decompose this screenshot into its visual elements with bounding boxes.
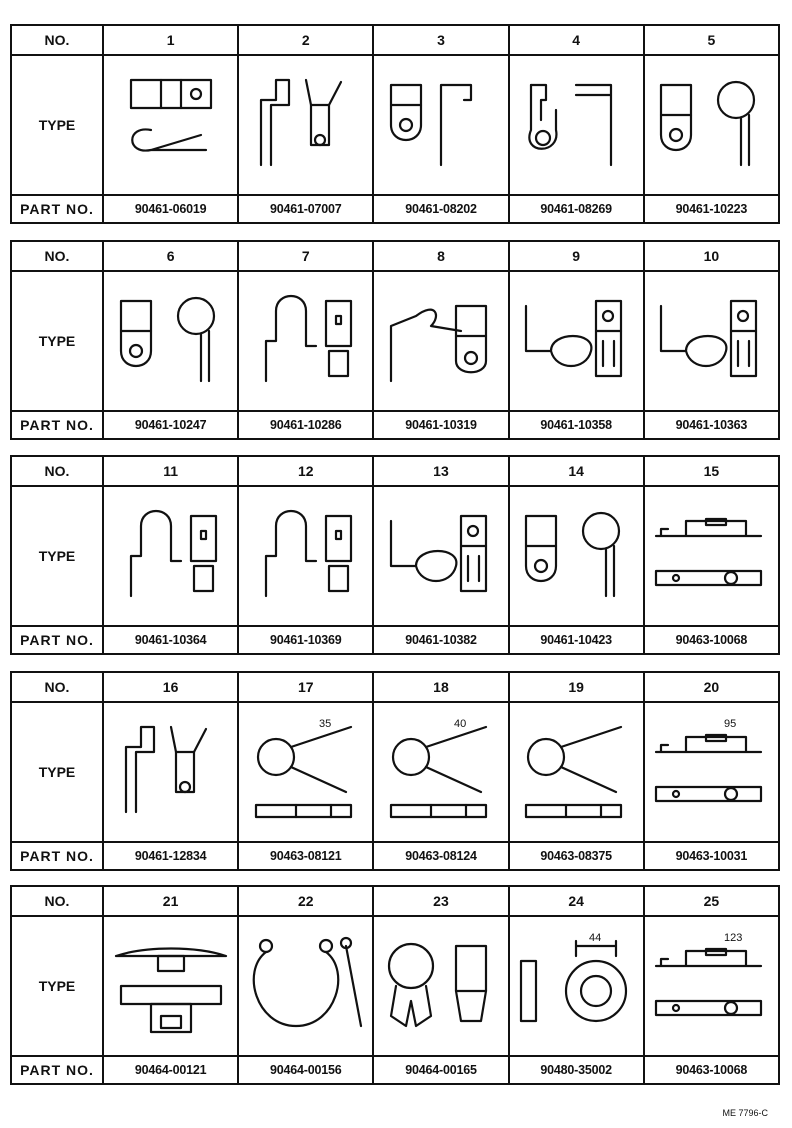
type-illustration-cell bbox=[373, 702, 508, 842]
item-number: 5 bbox=[644, 25, 779, 55]
type-illustration-cell bbox=[238, 916, 373, 1056]
part-number: 90464-00156 bbox=[238, 1056, 373, 1084]
item-number: 25 bbox=[644, 886, 779, 916]
type-illustration-cell bbox=[103, 271, 238, 411]
part-number: 90461-10382 bbox=[373, 626, 508, 654]
type-row bbox=[11, 916, 779, 1056]
loop-clamp-icon bbox=[106, 286, 236, 396]
part-number: 90461-10286 bbox=[238, 411, 373, 439]
type-illustration-cell bbox=[644, 486, 779, 626]
dimension-label: 35 bbox=[318, 718, 332, 730]
part-no-label: PART NO. bbox=[11, 1056, 103, 1084]
type-illustration-cell bbox=[373, 486, 508, 626]
type-row bbox=[11, 702, 779, 842]
part-number-row bbox=[11, 842, 779, 870]
type-row bbox=[11, 486, 779, 626]
no-label: NO. bbox=[11, 456, 103, 486]
item-number: 12 bbox=[238, 456, 373, 486]
type-illustration-cell bbox=[373, 55, 508, 195]
number-row bbox=[11, 886, 779, 916]
item-number: 2 bbox=[238, 25, 373, 55]
item-number: 20 bbox=[644, 672, 779, 702]
type-label: TYPE bbox=[11, 702, 103, 842]
hook-clamp-icon bbox=[106, 501, 236, 611]
bent-clamp-icon bbox=[376, 286, 506, 396]
part-number: 90461-10319 bbox=[373, 411, 508, 439]
harness-clip-icon bbox=[376, 931, 506, 1041]
no-label: NO. bbox=[11, 241, 103, 271]
no-label: NO. bbox=[11, 886, 103, 916]
type-illustration-cell bbox=[103, 486, 238, 626]
part-number: 90461-10247 bbox=[103, 411, 238, 439]
type-illustration-cell bbox=[644, 916, 779, 1056]
type-illustration-cell bbox=[509, 702, 644, 842]
part-number-row bbox=[11, 1056, 779, 1084]
parts-table bbox=[10, 240, 780, 440]
strap-clamp-icon bbox=[646, 931, 776, 1041]
clamp-with-spring-clip-icon bbox=[106, 70, 236, 180]
part-number: 90461-12834 bbox=[103, 842, 238, 870]
dimension-label: 44 bbox=[589, 932, 602, 944]
strap-clamp-icon bbox=[646, 501, 776, 611]
loop-clamp-icon bbox=[511, 501, 641, 611]
item-number: 16 bbox=[103, 672, 238, 702]
parts-table bbox=[10, 455, 780, 655]
dimension-label: 40 bbox=[453, 718, 467, 730]
wire-clip-icon bbox=[241, 931, 371, 1041]
number-row bbox=[11, 25, 779, 55]
number-row bbox=[11, 672, 779, 702]
part-number: 90463-08375 bbox=[509, 842, 644, 870]
item-number: 9 bbox=[509, 241, 644, 271]
dimension-label: 95 bbox=[724, 718, 737, 730]
part-number-row bbox=[11, 626, 779, 654]
part-no-label: PART NO. bbox=[11, 842, 103, 870]
part-no-label: PART NO. bbox=[11, 626, 103, 654]
item-number: 13 bbox=[373, 456, 508, 486]
grommet-icon bbox=[511, 931, 641, 1041]
part-no-label: PART NO. bbox=[11, 411, 103, 439]
item-number: 8 bbox=[373, 241, 508, 271]
part-number-row bbox=[11, 411, 779, 439]
part-number: 90463-08124 bbox=[373, 842, 508, 870]
type-illustration-cell bbox=[509, 916, 644, 1056]
type-illustration-cell bbox=[103, 916, 238, 1056]
item-number: 24 bbox=[509, 886, 644, 916]
bracket-clamp-icon bbox=[106, 717, 236, 827]
part-number: 90461-10223 bbox=[644, 195, 779, 223]
number-row bbox=[11, 456, 779, 486]
part-number: 90461-08202 bbox=[373, 195, 508, 223]
loop-bracket-clamp-icon bbox=[376, 501, 506, 611]
type-illustration-cell bbox=[238, 55, 373, 195]
item-number: 21 bbox=[103, 886, 238, 916]
loop-clamp-icon bbox=[646, 70, 776, 180]
type-illustration-cell bbox=[238, 702, 373, 842]
type-label: TYPE bbox=[11, 271, 103, 411]
loop-bracket-clamp-icon bbox=[646, 286, 776, 396]
item-number: 15 bbox=[644, 456, 779, 486]
part-number: 90461-08269 bbox=[509, 195, 644, 223]
type-label: TYPE bbox=[11, 55, 103, 195]
item-number: 1 bbox=[103, 25, 238, 55]
item-number: 17 bbox=[238, 672, 373, 702]
parts-table bbox=[10, 885, 780, 1085]
type-row bbox=[11, 55, 779, 195]
dimension-label: 123 bbox=[724, 932, 743, 944]
part-number: 90463-10068 bbox=[644, 626, 779, 654]
type-illustration-cell bbox=[509, 271, 644, 411]
item-number: 10 bbox=[644, 241, 779, 271]
type-row bbox=[11, 271, 779, 411]
type-label: TYPE bbox=[11, 486, 103, 626]
item-number: 3 bbox=[373, 25, 508, 55]
type-illustration-cell bbox=[373, 271, 508, 411]
type-illustration-cell bbox=[103, 702, 238, 842]
part-number: 90461-10358 bbox=[509, 411, 644, 439]
item-number: 6 bbox=[103, 241, 238, 271]
offset-clamp-icon bbox=[511, 70, 641, 180]
spring-clip-icon bbox=[376, 717, 506, 827]
part-number-row bbox=[11, 195, 779, 223]
part-number: 90463-10068 bbox=[644, 1056, 779, 1084]
no-label: NO. bbox=[11, 672, 103, 702]
parts-table bbox=[10, 671, 780, 871]
spring-clip-icon bbox=[241, 717, 371, 827]
item-number: 19 bbox=[509, 672, 644, 702]
part-number: 90464-00165 bbox=[373, 1056, 508, 1084]
part-number: 90461-10369 bbox=[238, 626, 373, 654]
type-illustration-cell bbox=[238, 271, 373, 411]
no-label: NO. bbox=[11, 25, 103, 55]
type-illustration-cell bbox=[644, 271, 779, 411]
strap-clamp-icon bbox=[646, 717, 776, 827]
hook-clamp-icon bbox=[241, 501, 371, 611]
item-number: 22 bbox=[238, 886, 373, 916]
drawing-code: ME 7796-C bbox=[722, 1108, 768, 1118]
part-number: 90461-10363 bbox=[644, 411, 779, 439]
type-label: TYPE bbox=[11, 916, 103, 1056]
item-number: 23 bbox=[373, 886, 508, 916]
part-number: 90463-10031 bbox=[644, 842, 779, 870]
item-number: 7 bbox=[238, 241, 373, 271]
item-number: 18 bbox=[373, 672, 508, 702]
spring-clip-icon bbox=[511, 717, 641, 827]
item-number: 11 bbox=[103, 456, 238, 486]
part-number: 90461-10423 bbox=[509, 626, 644, 654]
type-illustration-cell bbox=[238, 486, 373, 626]
bracket-clamp-icon bbox=[241, 70, 371, 180]
part-number: 90461-10364 bbox=[103, 626, 238, 654]
part-number: 90463-08121 bbox=[238, 842, 373, 870]
item-number: 4 bbox=[509, 25, 644, 55]
part-number: 90464-00121 bbox=[103, 1056, 238, 1084]
square-clamp-icon bbox=[376, 70, 506, 180]
part-number: 90461-07007 bbox=[238, 195, 373, 223]
item-number: 14 bbox=[509, 456, 644, 486]
part-number: 90480-35002 bbox=[509, 1056, 644, 1084]
number-row bbox=[11, 241, 779, 271]
type-illustration-cell bbox=[509, 486, 644, 626]
type-illustration-cell bbox=[509, 55, 644, 195]
type-illustration-cell bbox=[644, 55, 779, 195]
part-no-label: PART NO. bbox=[11, 195, 103, 223]
type-illustration-cell bbox=[103, 55, 238, 195]
loop-bracket-clamp-icon bbox=[511, 286, 641, 396]
part-number: 90461-06019 bbox=[103, 195, 238, 223]
push-clip-icon bbox=[106, 931, 236, 1041]
type-illustration-cell bbox=[644, 702, 779, 842]
hook-clamp-icon bbox=[241, 286, 371, 396]
type-illustration-cell bbox=[373, 916, 508, 1056]
parts-table bbox=[10, 24, 780, 224]
